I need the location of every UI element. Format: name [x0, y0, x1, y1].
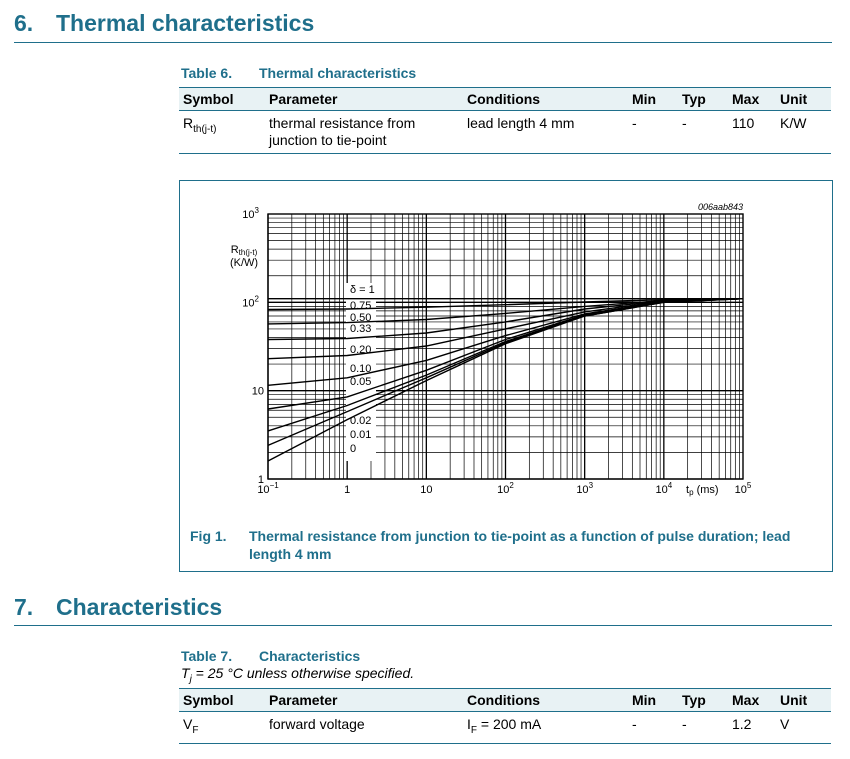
- cond-symbol: I: [467, 716, 471, 732]
- header-max: Max: [728, 689, 776, 712]
- table-7-note: [181, 665, 414, 685]
- cell-conditions: lead length 4 mm: [467, 115, 575, 131]
- curve-label: 0.05: [350, 376, 372, 388]
- cond-subscript: F: [470, 724, 477, 736]
- header-typ: Typ: [678, 88, 728, 111]
- header-conditions: Conditions: [463, 88, 628, 111]
- curve-label: 0.10: [350, 363, 372, 375]
- header-typ: Typ: [678, 689, 728, 712]
- header-max: Max: [728, 88, 776, 111]
- x-axis-label: tp (ms): [686, 484, 719, 497]
- cell-unit: K/W: [780, 115, 807, 131]
- cell-parameter: forward voltage: [269, 716, 365, 732]
- cell-symbol: [179, 712, 265, 744]
- cell-min: -: [632, 115, 637, 131]
- x-tick-label: $10^3$: [576, 481, 594, 496]
- section-7-heading: [14, 594, 222, 621]
- note-subscript: j: [189, 673, 192, 685]
- y-tick-label: 10: [251, 385, 264, 398]
- cell-typ: -: [682, 115, 687, 131]
- x-tick-label: 1: [344, 484, 351, 496]
- chart-grid: [268, 214, 743, 479]
- curve-label: 0.75: [350, 300, 372, 312]
- curve-label: 0.33: [350, 323, 372, 335]
- table-row: [179, 712, 831, 744]
- symbol-subscript: th(j-t): [193, 123, 217, 135]
- section-number: 7.: [14, 594, 34, 620]
- section-number: 6.: [14, 10, 34, 36]
- x-tick-label: $10^4$: [655, 481, 673, 496]
- table-6-caption: [181, 65, 416, 81]
- cell-min: -: [632, 716, 637, 732]
- cell-typ: -: [682, 716, 687, 732]
- cell-parameter: thermal resistance from junction to tie-point: [269, 115, 416, 148]
- x-tick-label: $10^{-1}$: [257, 481, 279, 496]
- cell-symbol: [179, 111, 265, 154]
- thermal-resistance-chart: [180, 181, 832, 521]
- table-header-row: [179, 689, 831, 712]
- table-number: Table 6.: [181, 65, 233, 81]
- cell-max: 110: [732, 115, 755, 131]
- section-rule: [14, 42, 832, 43]
- section-6-heading: [14, 10, 314, 37]
- figure-1: [179, 180, 833, 572]
- header-min: Min: [628, 88, 678, 111]
- table-7: [179, 688, 831, 744]
- section-rule: [14, 625, 832, 626]
- header-symbol: Symbol: [179, 689, 265, 712]
- table-title: Thermal characteristics: [259, 65, 417, 81]
- figure-caption-text: Thermal resistance from junction to tie-point as a function of pulse duration; lead length 4 mm: [249, 528, 791, 562]
- curve-label: 0.02: [350, 415, 372, 427]
- header-min: Min: [628, 689, 678, 712]
- symbol-main: V: [183, 716, 193, 732]
- table-7-caption: [181, 648, 360, 664]
- header-symbol: Symbol: [179, 88, 265, 111]
- curve-label: 0.20: [350, 344, 372, 356]
- curve-label: 0: [350, 443, 357, 455]
- x-tick-label: $10^5$: [734, 481, 752, 496]
- y-tick-label: 1: [257, 474, 264, 486]
- header-unit: Unit: [776, 88, 831, 111]
- table-6: [179, 87, 831, 154]
- header-parameter: Parameter: [265, 689, 463, 712]
- note-symbol: T: [181, 665, 190, 681]
- section-title: Thermal characteristics: [56, 10, 315, 36]
- figure-number: Fig 1.: [190, 528, 227, 544]
- header-parameter: Parameter: [265, 88, 463, 111]
- y-tick-label: $10^2$: [242, 294, 259, 310]
- header-unit: Unit: [776, 689, 831, 712]
- table-title: Characteristics: [259, 648, 361, 664]
- table-row: [179, 111, 831, 154]
- y-tick-label: $10^3$: [242, 206, 259, 221]
- figure-caption: [190, 527, 809, 563]
- curve-label: 0.01: [350, 429, 372, 441]
- symbol-main: R: [183, 115, 194, 131]
- x-tick-label: 10: [420, 484, 433, 496]
- x-tick-label: $10^2$: [497, 481, 514, 496]
- y-axis-unit: (K/W): [229, 257, 259, 269]
- table-number: Table 7.: [181, 648, 233, 664]
- symbol-subscript: F: [192, 724, 199, 736]
- cell-max: 1.2: [732, 716, 752, 732]
- y-axis-label: Rth(j-t): [230, 244, 258, 257]
- curve-label: δ = 1: [350, 284, 375, 296]
- figure-code: 006aab843: [697, 202, 743, 212]
- cond-text: = 200 mA: [477, 716, 542, 732]
- curve-label: 0.50: [350, 312, 372, 324]
- section-title: Characteristics: [56, 594, 223, 620]
- note-text: = 25 °C unless otherwise specified.: [191, 665, 415, 681]
- header-conditions: Conditions: [463, 689, 628, 712]
- cell-conditions: [463, 712, 628, 744]
- cell-unit: V: [780, 716, 790, 732]
- table-header-row: [179, 88, 831, 111]
